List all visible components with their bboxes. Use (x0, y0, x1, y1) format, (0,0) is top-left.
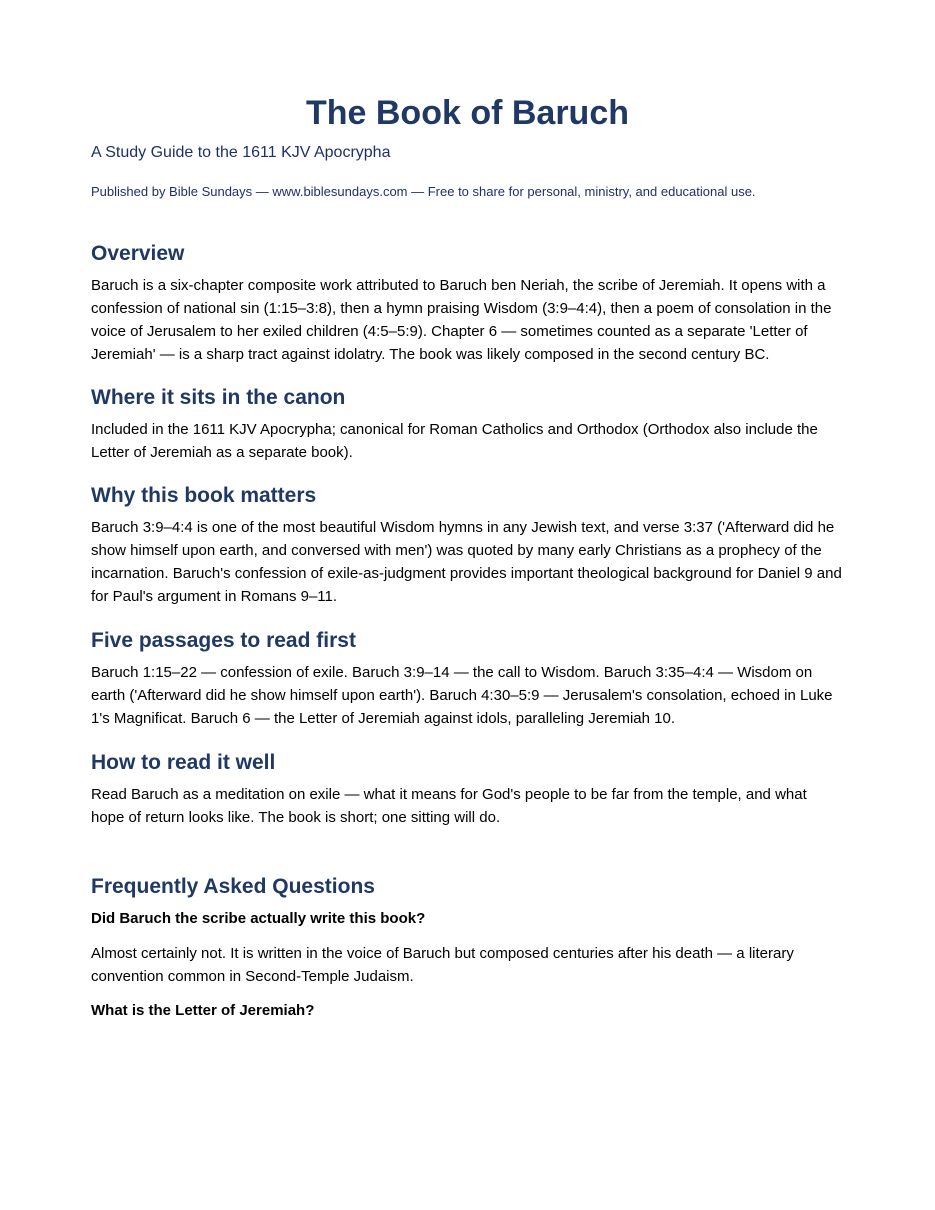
page-title: The Book of Baruch (305, 94, 630, 132)
faq-section (91, 874, 844, 1022)
section-overview (91, 241, 844, 366)
section-heading-how-to-read: How to read it well (91, 751, 276, 774)
section-five-passages (91, 628, 844, 730)
faq-question: What is the Letter of Jeremiah? (91, 1002, 315, 1019)
faq-answer: Almost certainly not. It is written in the voice of Baruch but composed centuries after his death — a literary convention common in Second-Temple Judaism. (91, 945, 794, 985)
section-body-five-passages: Baruch 1:15–22 — confession of exile. Baruch 3:9–14 — the call to Wisdom. Baruch 3:35–4:4 — Wisdom on earth ('Afterward did he show himself upon earth'). Baruch 4:30–5:9 — Jerusalem's consolation, echoed in Luke 1's Magnificat. Baruch 6 — the Letter of Jeremiah against idols, paralleling Jeremiah 10. (91, 664, 833, 727)
section-heading-canon: Where it sits in the canon (91, 386, 346, 409)
section-heading-overview: Overview (91, 242, 185, 265)
section-body-canon: Included in the 1611 KJV Apocrypha; canonical for Roman Catholics and Orthodox (Orthodox also include the Letter of Jeremiah as a separate book). (91, 421, 818, 461)
section-why-it-matters (91, 483, 844, 608)
section-how-to-read (91, 750, 844, 829)
page-subtitle: A Study Guide to the 1611 KJV Apocrypha (91, 144, 391, 161)
publisher-line: Published by Bible Sundays — www.biblesundays.com — Free to share for personal, ministry, and educational use. (91, 184, 756, 199)
section-body-why-it-matters: Baruch 3:9–4:4 is one of the most beautiful Wisdom hymns in any Jewish text, and verse 3:37 ('Afterward did he show himself upon earth, and conversed with men') was quoted by many early Christians as a prophecy of the incarnation. Baruch's confession of exile-as-judgment provides important theological background for Daniel 9 and for Paul's argument in Romans 9–11. (91, 519, 842, 605)
faq-heading: Frequently Asked Questions (91, 875, 375, 898)
faq-question: Did Baruch the scribe actually write this book? (91, 910, 426, 927)
section-body-how-to-read: Read Baruch as a meditation on exile — what it means for God's people to be far from the temple, and what hope of return looks like. The book is short; one sitting will do. (91, 786, 807, 826)
section-heading-five-passages: Five passages to read first (91, 629, 356, 652)
section-body-overview: Baruch is a six-chapter composite work attributed to Baruch ben Neriah, the scribe of Jeremiah. It opens with a confession of national sin (1:15–3:8), then a hymn praising Wisdom (3:9–4:4), then a poem of consolation in the voice of Jerusalem to her exiled children (4:5–5:9). Chapter 6 — sometimes counted as a separate 'Letter of Jeremiah' — is a sharp tract against idolatry. The book was likely composed in the second century BC. (91, 277, 832, 363)
section-heading-why-it-matters: Why this book matters (91, 484, 317, 507)
section-canon (91, 385, 844, 464)
